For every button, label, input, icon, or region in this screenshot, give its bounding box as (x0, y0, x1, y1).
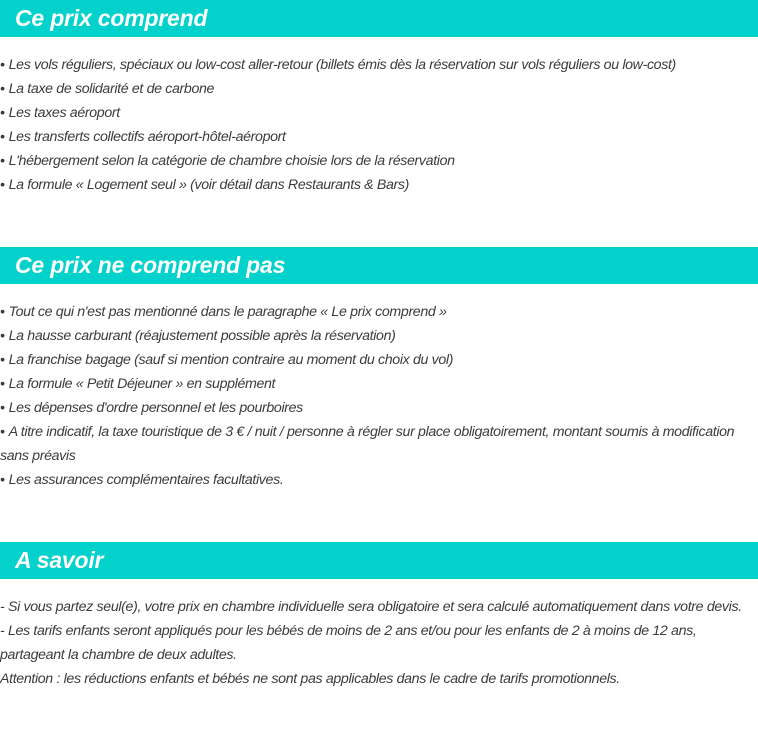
list-item-text: La hausse carburant (réajustement possible après la réservation) (8, 328, 396, 344)
list-item-text: Les dépenses d'ordre personnel et les pourboires (8, 400, 303, 416)
bullet-icon: • (0, 376, 5, 392)
note-children-rates: - Les tarifs enfants seront appliqués pour les bébés de moins de 2 ans et/ou pour les enfants de 2 à moins de 12 ans, partageant la chambre de deux adultes. (0, 623, 697, 663)
excluded-items-list (0, 300, 758, 492)
bullet-icon: • (0, 400, 5, 416)
section-title: Ce prix ne comprend pas (15, 252, 286, 278)
list-item (0, 101, 758, 125)
list-item (0, 468, 758, 492)
note-solo-traveler: - Si vous partez seul(e), votre prix en chambre individuelle sera obligatoire et sera calculé automatiquement dans votre devis. (0, 599, 742, 615)
section-price-includes (0, 0, 758, 197)
section-header-banner (0, 247, 758, 284)
list-item (0, 125, 758, 149)
list-item (0, 420, 758, 468)
list-item (0, 372, 758, 396)
bullet-icon: • (0, 177, 5, 193)
list-item-text: A titre indicatif, la taxe touristique de 3 € / nuit / personne à régler sur place obligatoirement, montant soumis à modification sans préavis (0, 424, 735, 464)
section-price-excludes (0, 247, 758, 492)
list-item (0, 396, 758, 420)
bullet-icon: • (0, 472, 5, 488)
list-item-text: L'hébergement selon la catégorie de chambre choisie lors de la réservation (8, 153, 455, 169)
bullet-icon: • (0, 424, 5, 440)
list-item-text: Les taxes aéroport (8, 105, 120, 121)
bullet-icon: • (0, 57, 5, 73)
section-title: Ce prix comprend (15, 5, 208, 31)
list-item-text: La formule « Logement seul » (voir détail dans Restaurants & Bars) (8, 177, 410, 193)
bullet-icon: • (0, 328, 5, 344)
bullet-icon: • (0, 81, 5, 97)
bullet-icon: • (0, 105, 5, 121)
section-header-banner (0, 0, 758, 37)
list-item-text: La franchise bagage (sauf si mention contraire au moment du choix du vol) (8, 352, 454, 368)
list-item-text: Tout ce qui n'est pas mentionné dans le paragraphe « Le prix comprend » (8, 304, 447, 320)
section-title: A savoir (15, 547, 104, 573)
list-item (0, 149, 758, 173)
list-item (0, 77, 758, 101)
included-items-list (0, 53, 758, 197)
list-item-text: Les vols réguliers, spéciaux ou low-cost aller-retour (billets émis dès la réservation sur vols réguliers ou low-cost) (8, 57, 676, 73)
list-item (0, 324, 758, 348)
list-item-text: Les assurances complémentaires facultatives. (8, 472, 284, 488)
list-item-text: La taxe de solidarité et de carbone (8, 81, 215, 97)
section-header-banner (0, 542, 758, 579)
notes-body (0, 595, 758, 691)
section-good-to-know (0, 542, 758, 691)
list-item (0, 173, 758, 197)
list-item-text: La formule « Petit Déjeuner » en supplément (8, 376, 276, 392)
list-item (0, 53, 758, 77)
note-attention-reductions: Attention : les réductions enfants et bébés ne sont pas applicables dans le cadre de tarifs promotionnels. (0, 671, 620, 687)
list-item-text: Les transferts collectifs aéroport-hôtel-aéroport (8, 129, 286, 145)
bullet-icon: • (0, 129, 5, 145)
list-item (0, 300, 758, 324)
bullet-icon: • (0, 352, 5, 368)
bullet-icon: • (0, 304, 5, 320)
list-item (0, 348, 758, 372)
bullet-icon: • (0, 153, 5, 169)
